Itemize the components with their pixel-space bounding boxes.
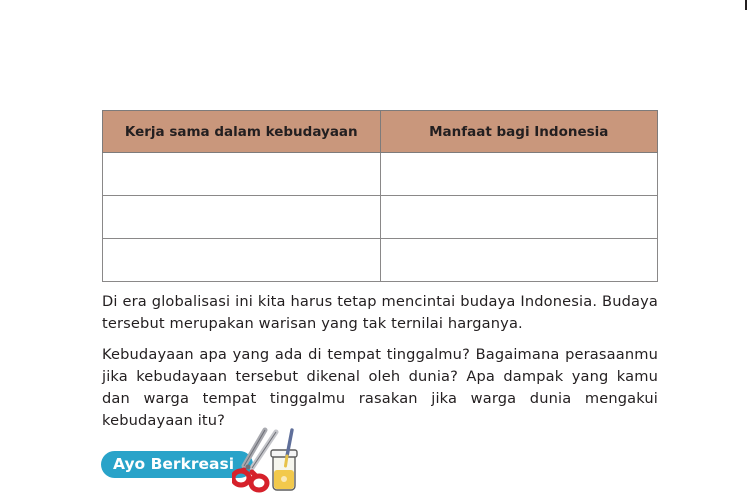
answer-cell[interactable]	[103, 196, 381, 239]
scissors-icon	[233, 430, 276, 490]
craft-icons	[232, 426, 304, 494]
page-edge-mark	[745, 0, 747, 10]
table-header-row	[103, 111, 658, 153]
table-row	[103, 196, 658, 239]
answer-cell[interactable]	[380, 239, 658, 282]
table-row	[103, 153, 658, 196]
worksheet-table	[102, 110, 658, 282]
table-row	[103, 239, 658, 282]
column-header-manfaat: Manfaat bagi Indonesia	[380, 111, 658, 153]
activity-label: Ayo Berkreasi	[113, 455, 235, 473]
answer-cell[interactable]	[380, 153, 658, 196]
question-paragraph: Kebudayaan apa yang ada di tempat tinggalmu? Bagaimana perasaanmu jika kebudayaan tersebut dikenal oleh dunia? Apa dampak yang kamu dan warga tempat tinggalmu rasakan jika warga dunia mengakui kebudayaan itu?	[102, 346, 658, 429]
answer-cell[interactable]	[103, 239, 381, 282]
paint-jar-icon	[271, 450, 297, 490]
answer-cell[interactable]	[380, 196, 658, 239]
column-header-kerja-sama: Kerja sama dalam kebudayaan	[103, 111, 381, 153]
activity-badge	[101, 451, 253, 478]
answer-cell[interactable]	[103, 153, 381, 196]
intro-paragraph: Di era globalisasi ini kita harus tetap mencintai budaya Indonesia. Budaya tersebut merupakan warisan yang tak ternilai harganya.	[102, 293, 658, 332]
